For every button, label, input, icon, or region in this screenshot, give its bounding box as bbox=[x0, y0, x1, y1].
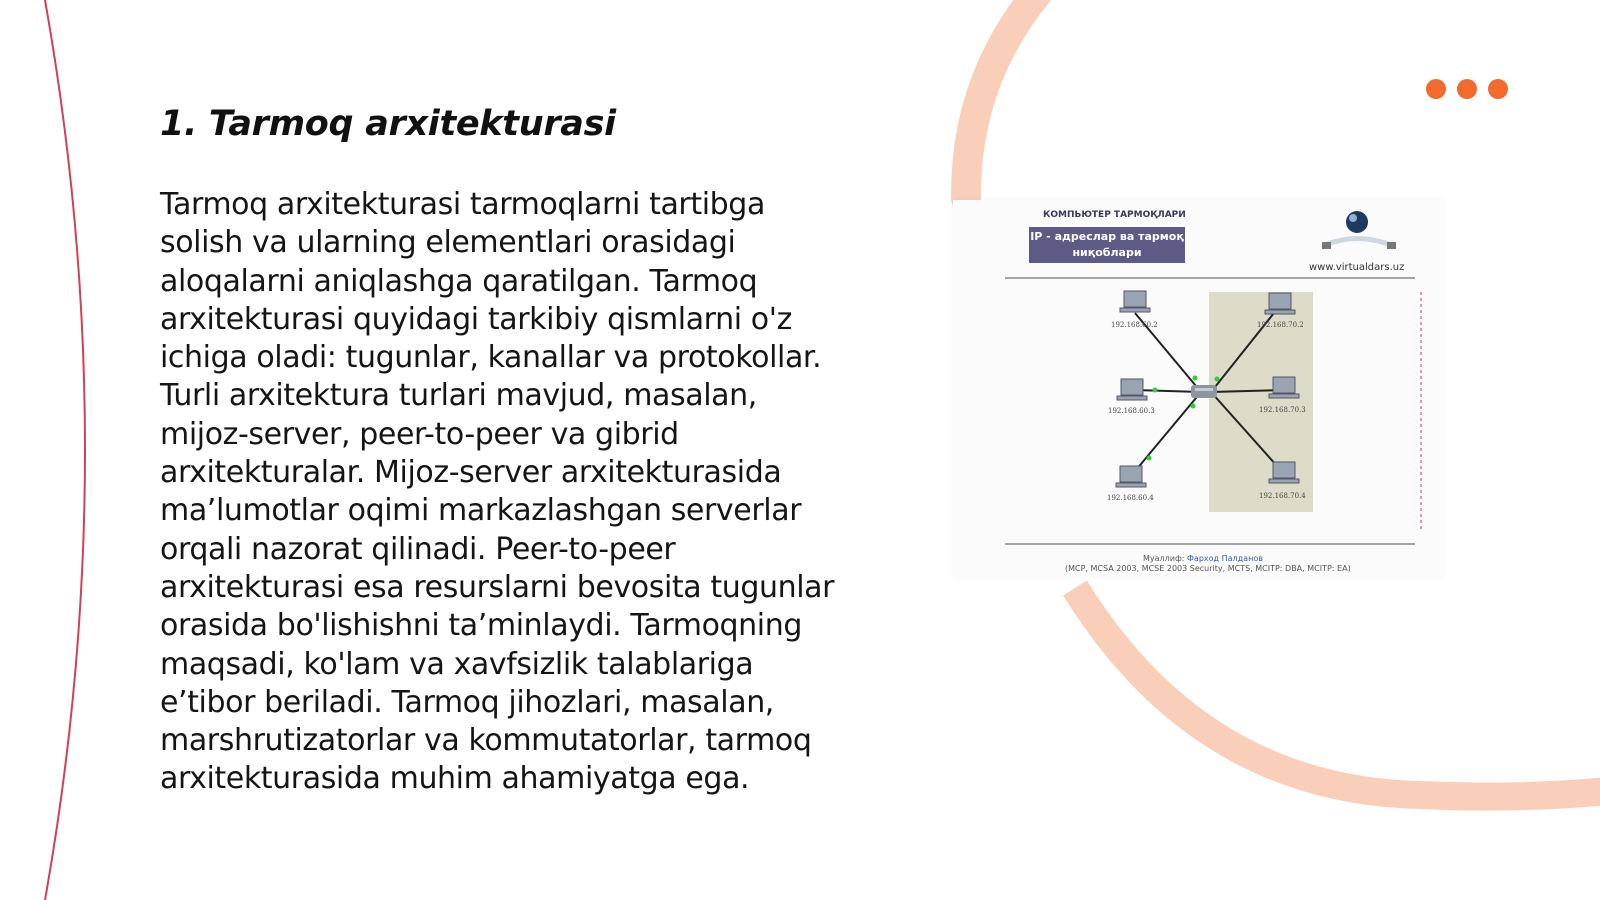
network-topology bbox=[953, 200, 1443, 577]
dot-icon bbox=[1488, 79, 1508, 99]
figure-kicker: КОМПЬЮТЕР ТАРМОҚЛАРИ bbox=[1043, 210, 1186, 220]
ip-label: 192.168.60.3 bbox=[1108, 407, 1155, 415]
author-label: Муаллиф: bbox=[1143, 554, 1185, 563]
ip-label: 192.168.70.2 bbox=[1257, 321, 1304, 329]
left-edge-line bbox=[45, 0, 85, 900]
ip-label: 192.168.60.4 bbox=[1107, 494, 1154, 502]
author-name: Фарход Палданов bbox=[1187, 554, 1263, 563]
decorative-arc-bottom bbox=[1075, 588, 1600, 797]
dot-icon bbox=[1457, 79, 1477, 99]
globe-logo-icon bbox=[1322, 211, 1396, 249]
ip-label: 192.168.70.3 bbox=[1259, 406, 1306, 414]
figure-site: www.virtualdars.uz bbox=[1309, 262, 1405, 273]
figure-author bbox=[1143, 554, 1263, 563]
dot-icon bbox=[1426, 79, 1446, 99]
figure-credentials: (MCP, MCSA 2003, MCSE 2003 Security, MCTS, MCITP: DBA, MCITP: EA) bbox=[1065, 564, 1351, 573]
network-diagram-image bbox=[953, 200, 1443, 577]
slide-title: 1. Tarmoq arxitekturasi bbox=[160, 104, 616, 144]
figure-banner: IP - адреслар ва тармоқ ниқоблари bbox=[1029, 227, 1185, 263]
decorative-arc-top bbox=[966, 0, 1040, 198]
switch-icon bbox=[1191, 385, 1217, 398]
slide-body-text: Tarmoq arxitekturasi tarmoqlarni tartibga solish va ularning elementlari orasidagi aloqalarni aniqlashga qaratilgan. Tarmoq arxitekturasi quyidagi tarkibiy qismlarni o'z ichiga oladi: tugunlar, kanallar va protokollar. Turli arxitektura turlari mavjud, masalan, mijoz-server, peer-to-peer va gibrid arxitekturalar. Mijoz-server arxitekturasida ma’lumotlar oqimi markazlashgan serverlar orqali nazorat qilinadi. Peer-to-peer arxitekturasi esa resurslarni bevosita tugunlar orasida bo'lishishni ta’minlaydi. Tarmoqning maqsadi, ko'lam va xavfsizlik talablariga e’tibor beriladi. Tarmoq jihozlari, masalan, marshrutizatorlar va kommutatorlar, tarmoq arxitekturasida muhim ahamiyatga ega. bbox=[160, 187, 835, 797]
ip-label: 192.168.60.2 bbox=[1111, 321, 1158, 329]
more-dots-icon bbox=[1426, 79, 1508, 99]
ip-label: 192.168.70.4 bbox=[1259, 492, 1306, 500]
